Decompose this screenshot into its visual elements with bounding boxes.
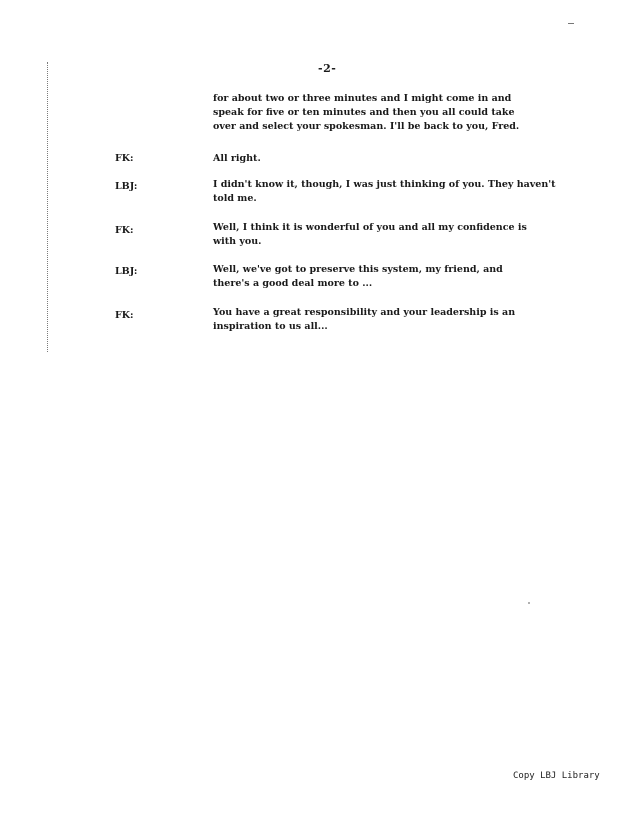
continuation-paragraph: for about two or three minutes and I might come in and speak for five or ten minutes and then you all could take over and select your spokesman. I'll be back to you, Fred. (213, 93, 520, 132)
speaker-label: FK: (115, 225, 134, 236)
scan-speck (528, 602, 530, 604)
binding-hole-marks (47, 62, 49, 352)
speaker-label: FK: (115, 153, 134, 164)
archive-footer: Copy LBJ Library (513, 771, 600, 781)
dialogue-text: You have a great responsibility and your leadership is an inspiration to us all... (213, 307, 516, 332)
scan-mark (568, 23, 574, 24)
dialogue-text: Well, we've got to preserve this system, my friend, and there's a good deal more to ... (213, 264, 503, 289)
speaker-label: LBJ: (115, 181, 138, 192)
speaker-label: LBJ: (115, 266, 138, 277)
dialogue-text: Well, I think it is wonderful of you and all my confidence is with you. (213, 222, 527, 247)
dialogue-text: I didn't know it, though, I was just thinking of you. They haven't told me. (213, 179, 556, 204)
speaker-label: FK: (115, 310, 134, 321)
dialogue-text: All right. (213, 153, 261, 164)
page-number: -2- (318, 62, 337, 75)
